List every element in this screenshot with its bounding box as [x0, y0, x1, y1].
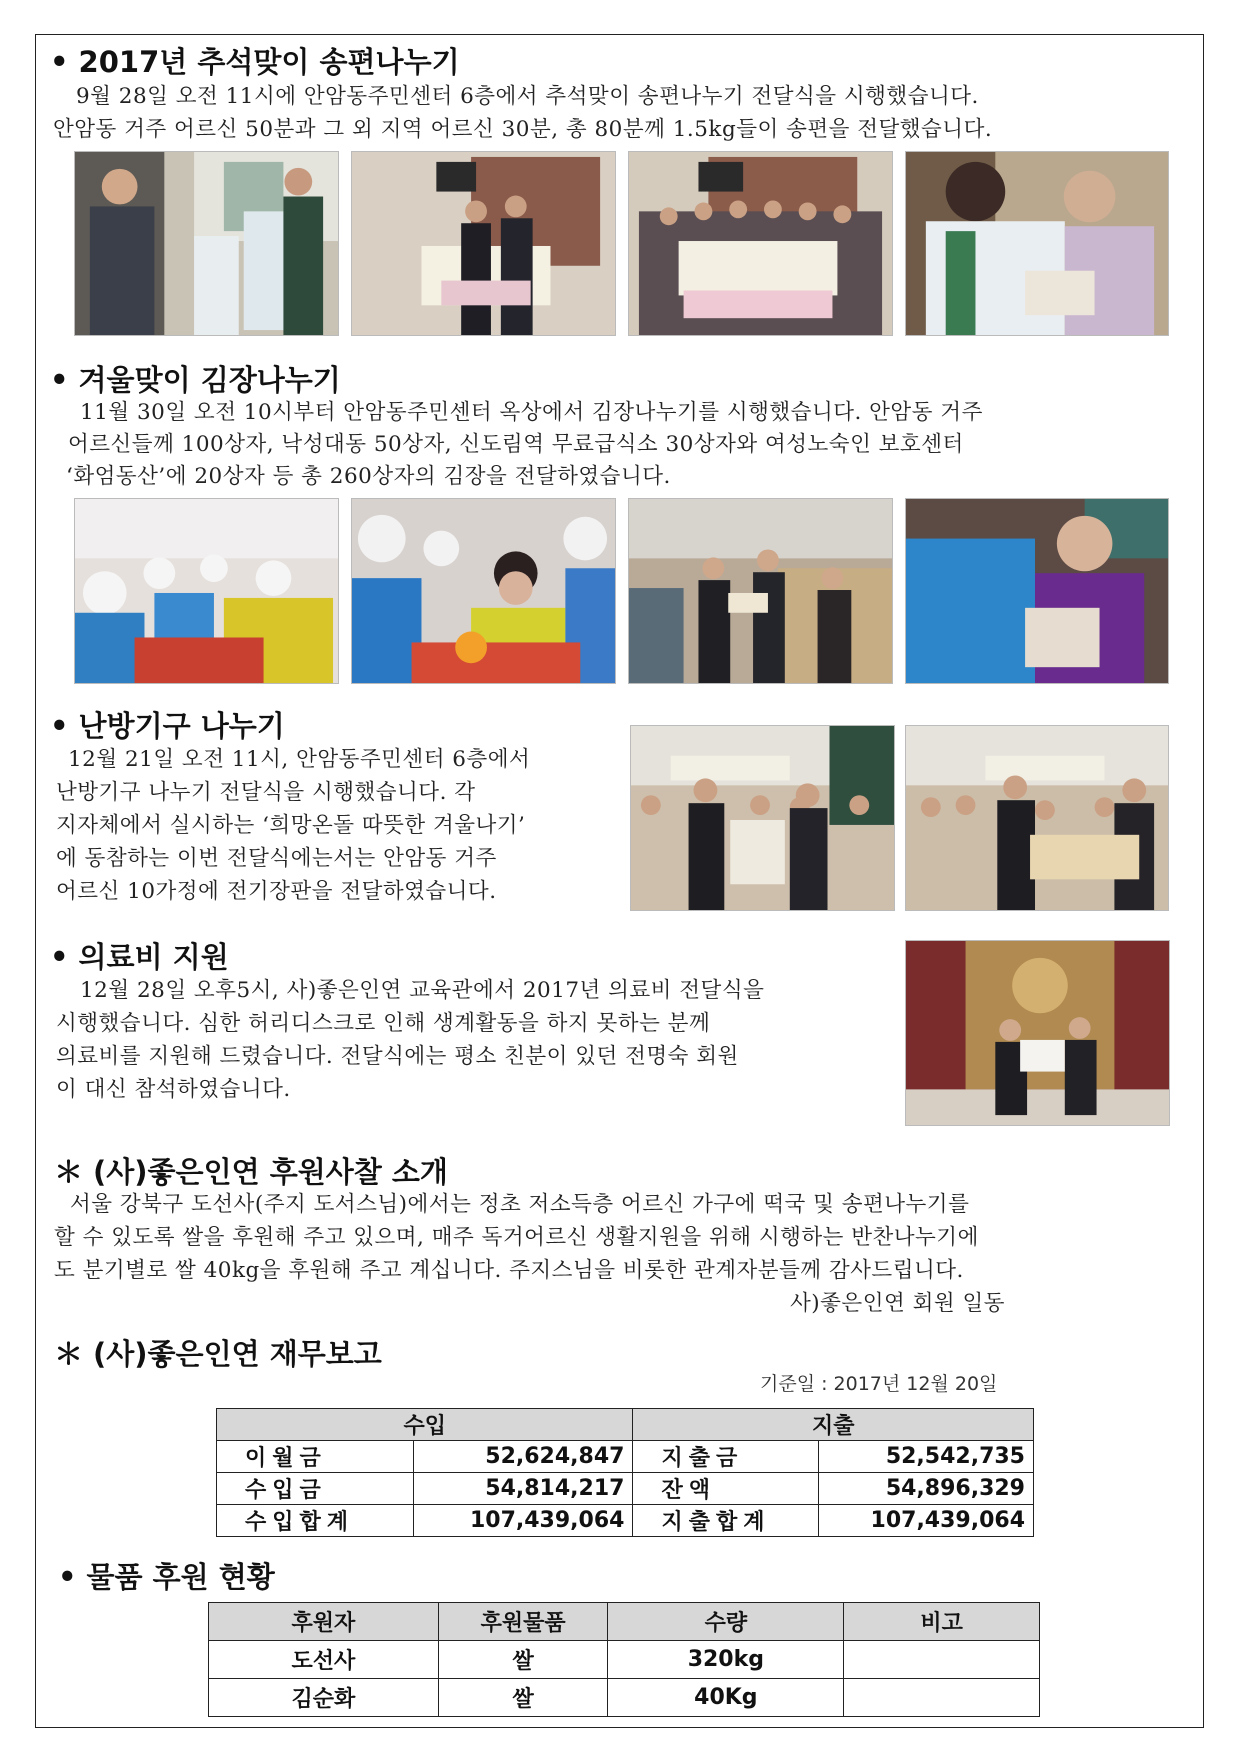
- finance-value: 52,542,735: [819, 1441, 1034, 1473]
- donor-cell: 도선사: [209, 1641, 439, 1679]
- section-text-line: 9월 28일 오전 11시에 안암동주민센터 6층에서 추석맞이 송편나누기 전달식을 시행했습니다.: [76, 84, 979, 109]
- bullet-icon: •: [50, 363, 69, 397]
- finance-table: [216, 1408, 1034, 1537]
- section-text-line: 할 수 있도록 쌀을 후원해 주고 있으며, 매주 독거어르신 생활지원을 위해 시행하는 반찬나누기에: [54, 1225, 979, 1250]
- finance-label: 잔액: [633, 1473, 819, 1505]
- note-cell: [844, 1679, 1040, 1717]
- section-text-line: 지자체에서 실시하는 ‘희망온돌 따뜻한 겨울나기’: [56, 813, 526, 838]
- finance-label: 수입금: [217, 1473, 414, 1505]
- donation-table: [208, 1602, 1040, 1717]
- section-title-kimjang: • 겨울맞이 김장나누기: [50, 363, 341, 397]
- section-text-line: 어르신 10가정에 전기장판을 전달하였습니다.: [56, 879, 497, 904]
- bullet-icon: •: [50, 940, 69, 974]
- finance-value: 107,439,064: [819, 1505, 1034, 1537]
- table-row: [209, 1679, 1040, 1717]
- section-title-heating: • 난방기구 나누기: [50, 709, 285, 743]
- photo-heating-ceremony-1: [630, 725, 895, 911]
- section-text-line: 서울 강북구 도선사(주지 도서스님)에서는 정초 저소득층 어르신 가구에 떡국 및 송편나누기를: [70, 1192, 970, 1217]
- section-text-line: 12월 28일 오후5시, 사)좋은인연 교육관에서 2017년 의료비 전달식을: [80, 978, 765, 1003]
- finance-label: 지출합계: [633, 1505, 819, 1537]
- section-title-temple: ＊ (사)좋은인연 후원사찰 소개: [54, 1150, 448, 1191]
- finance-value: 54,896,329: [819, 1473, 1034, 1505]
- column-header: 비고: [844, 1603, 1040, 1641]
- section-text-line: 난방기구 나누기 전달식을 시행했습니다. 각: [56, 780, 476, 805]
- photo-kimjang-boxes: [628, 498, 893, 684]
- section-title-donations: • 물품 후원 현황: [58, 1560, 275, 1594]
- section-text-line: 에 동참하는 이번 전달식에는서는 안암동 거주: [56, 846, 497, 871]
- income-header: 수입: [217, 1409, 633, 1441]
- finance-value: 52,624,847: [413, 1441, 633, 1473]
- table-row: [217, 1505, 1034, 1537]
- report-date: 기준일 : 2017년 12월 20일: [760, 1373, 998, 1395]
- table-row: [217, 1473, 1034, 1505]
- section-text-line: 시행했습니다. 심한 허리디스크로 인해 생계활동을 하지 못하는 분께: [56, 1011, 711, 1036]
- section-title-finance: ＊ (사)좋은인연 재무보고: [54, 1332, 382, 1373]
- section-text-line: 이 대신 참석하였습니다.: [56, 1077, 291, 1102]
- photo-kimjang-prep-1: [74, 498, 339, 684]
- table-row: [209, 1641, 1040, 1679]
- column-header: 수량: [608, 1603, 844, 1641]
- section-text-line: 안암동 거주 어르신 50분과 그 외 지역 어르신 30분, 총 80분께 1.5kg들이 송편을 전달했습니다.: [53, 117, 993, 142]
- photo-songpyeon-elder: [905, 151, 1169, 336]
- bullet-icon: •: [58, 1560, 77, 1594]
- finance-label: 이월금: [217, 1441, 414, 1473]
- donor-cell: 김순화: [209, 1679, 439, 1717]
- section-text-line: ‘화엄동산’에 20상자 등 총 260상자의 김장을 전달하였습니다.: [66, 464, 671, 489]
- section-title-chuseok: • 2017년 추석맞이 송편나누기: [50, 45, 460, 79]
- note-cell: [844, 1641, 1040, 1679]
- section-text-line: 도 분기별로 쌀 40kg을 후원해 주고 계십니다. 주지스님을 비롯한 관계자분들께 감사드립니다.: [54, 1258, 964, 1283]
- item-cell: 쌀: [438, 1641, 608, 1679]
- section-text-line: 의료비를 지원해 드렸습니다. 전달식에는 평소 친분이 있던 전명숙 회원: [56, 1044, 739, 1069]
- asterisk-icon: ＊: [54, 1337, 84, 1371]
- signature: 사)좋은인연 회원 일동: [790, 1291, 1005, 1316]
- column-header: 후원물품: [438, 1603, 608, 1641]
- finance-value: 54,814,217: [413, 1473, 633, 1505]
- photo-songpyeon-packing: [74, 151, 339, 336]
- expense-header: 지출: [633, 1409, 1034, 1441]
- photo-songpyeon-group: [628, 151, 893, 336]
- table-row: [217, 1441, 1034, 1473]
- quantity-cell: 40Kg: [608, 1679, 844, 1717]
- finance-value: 107,439,064: [413, 1505, 633, 1537]
- photo-kimjang-elder: [905, 498, 1169, 684]
- quantity-cell: 320kg: [608, 1641, 844, 1679]
- photo-medical-ceremony: [905, 940, 1170, 1126]
- item-cell: 쌀: [438, 1679, 608, 1717]
- finance-label: 수입합계: [217, 1505, 414, 1537]
- section-text-line: 어르신들께 100상자, 낙성대동 50상자, 신도림역 무료급식소 30상자와 여성노숙인 보호센터: [68, 432, 964, 457]
- photo-kimjang-prep-2: [351, 498, 616, 684]
- finance-label: 지출금: [633, 1441, 819, 1473]
- bullet-icon: •: [50, 709, 69, 743]
- section-text-line: 12월 21일 오전 11시, 안암동주민센터 6층에서: [68, 747, 531, 772]
- photo-songpyeon-ceremony: [351, 151, 616, 336]
- photo-heating-ceremony-2: [905, 725, 1169, 911]
- column-header: 후원자: [209, 1603, 439, 1641]
- bullet-icon: •: [50, 45, 69, 79]
- section-title-medical: • 의료비 지원: [50, 940, 229, 974]
- asterisk-icon: ＊: [54, 1155, 84, 1189]
- section-text-line: 11월 30일 오전 10시부터 안암동주민센터 옥상에서 김장나누기를 시행했습니다. 안암동 거주: [80, 400, 983, 425]
